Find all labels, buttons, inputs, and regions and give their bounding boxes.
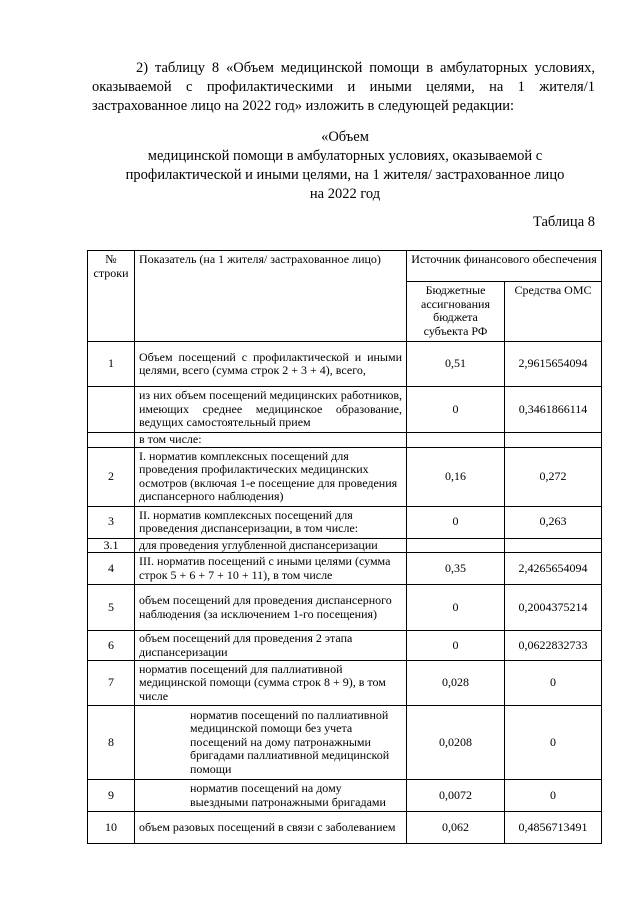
row-num: 1 [88, 342, 135, 387]
row-budget: 0 [407, 387, 505, 433]
table-row [88, 812, 602, 844]
header-oms: Средства ОМС [505, 282, 602, 342]
table-row [88, 553, 602, 585]
row-indicator: III. норматив посещений с иными целями (сумма строк 5 + 6 + 7 + 10 + 11), в том числе [135, 553, 407, 585]
row-oms: 0 [505, 706, 602, 780]
table-row [88, 433, 602, 448]
title-line: на 2022 год [309, 186, 381, 202]
header-budget: Бюджетные ассигнования бюджета субъекта РФ [407, 282, 505, 342]
header-source: Источник финансового обеспечения [407, 251, 602, 282]
row-num: 5 [88, 585, 135, 631]
row-indicator: I. норматив комплексных посещений для проведения профилактических медицинских осмотров (включая 1-е посещение для проведения диспансерного наблюдения) [135, 447, 407, 506]
row-oms: 0,2004375214 [505, 585, 602, 631]
row-indicator: II. норматив комплексных посещений для проведения диспансеризации, в том числе: [135, 506, 407, 538]
volume-table [87, 250, 602, 844]
table-row [88, 585, 602, 631]
row-budget: 0,35 [407, 553, 505, 585]
row-num: 10 [88, 812, 135, 844]
intro-paragraph: 2) таблицу 8 «Объем медицинской помощи в амбулаторных условиях, оказываемой с профилактическими и иными целями, на 1 жителя/1 застрахованное лицо на 2022 год» изложить в следующей редакции: [92, 60, 595, 114]
row-budget: 0,028 [407, 661, 505, 706]
row-budget: 0,0208 [407, 706, 505, 780]
table-row [88, 506, 602, 538]
row-num: 3 [88, 506, 135, 538]
row-oms [505, 538, 602, 553]
row-oms: 0 [505, 780, 602, 812]
table-row [88, 780, 602, 812]
header-indicator: Показатель (на 1 жителя/ застрахованное лицо) [135, 251, 407, 342]
title-line: медицинской помощи в амбулаторных условиях, оказываемой с [147, 148, 543, 164]
header-num: № строки [88, 251, 135, 342]
row-oms: 0,0622832733 [505, 631, 602, 661]
table-label: Таблица 8 [532, 214, 595, 230]
row-oms [505, 433, 602, 448]
row-num: 3.1 [88, 538, 135, 553]
title-line: «Объем [321, 129, 369, 145]
row-oms: 0,4856713491 [505, 812, 602, 844]
row-budget: 0,062 [407, 812, 505, 844]
row-indicator: норматив посещений по паллиативной медицинской помощи без учета посещений на дому патронажными бригадами паллиативной медицинской помощи [135, 706, 407, 780]
row-oms: 0 [505, 661, 602, 706]
table-row [88, 447, 602, 506]
row-oms: 2,9615654094 [505, 342, 602, 387]
row-indicator: норматив посещений для паллиативной медицинской помощи (сумма строк 8 + 9), в том числе [135, 661, 407, 706]
row-budget: 0,16 [407, 447, 505, 506]
document-title [90, 128, 600, 204]
row-num: 8 [88, 706, 135, 780]
row-indicator: в том числе: [135, 433, 407, 448]
row-oms: 0,3461866114 [505, 387, 602, 433]
row-budget: 0 [407, 506, 505, 538]
row-oms: 2,4265654094 [505, 553, 602, 585]
row-budget [407, 538, 505, 553]
row-budget: 0 [407, 631, 505, 661]
row-num: 6 [88, 631, 135, 661]
row-indicator: для проведения углубленной диспансеризации [135, 538, 407, 553]
table-row [88, 631, 602, 661]
row-oms: 0,263 [505, 506, 602, 538]
row-num [88, 433, 135, 448]
row-num: 7 [88, 661, 135, 706]
row-num: 4 [88, 553, 135, 585]
header-row [88, 251, 602, 282]
row-oms: 0,272 [505, 447, 602, 506]
table-row [88, 706, 602, 780]
row-indicator: объем посещений для проведения 2 этапа диспансеризации [135, 631, 407, 661]
row-indicator: из них объем посещений медицинских работников, имеющих среднее медицинское образование, ведущих самостоятельный прием [135, 387, 407, 433]
row-num [88, 387, 135, 433]
row-num: 2 [88, 447, 135, 506]
table-row [88, 661, 602, 706]
row-budget [407, 433, 505, 448]
row-budget: 0,51 [407, 342, 505, 387]
row-indicator: объем разовых посещений в связи с заболеванием [135, 812, 407, 844]
table-row [88, 342, 602, 387]
row-indicator: Объем посещений с профилактической и иными целями, всего (сумма строк 2 + 3 + 4), всего, [135, 342, 407, 387]
row-budget: 0,0072 [407, 780, 505, 812]
title-line: профилактической и иными целями, на 1 жителя/ застрахованное лицо [125, 167, 565, 183]
row-indicator: норматив посещений на дому выездными патронажными бригадами [135, 780, 407, 812]
table-row [88, 387, 602, 433]
row-indicator: объем посещений для проведения диспансерного наблюдения (за исключением 1-го посещения) [135, 585, 407, 631]
table-row [88, 538, 602, 553]
row-budget: 0 [407, 585, 505, 631]
row-num: 9 [88, 780, 135, 812]
